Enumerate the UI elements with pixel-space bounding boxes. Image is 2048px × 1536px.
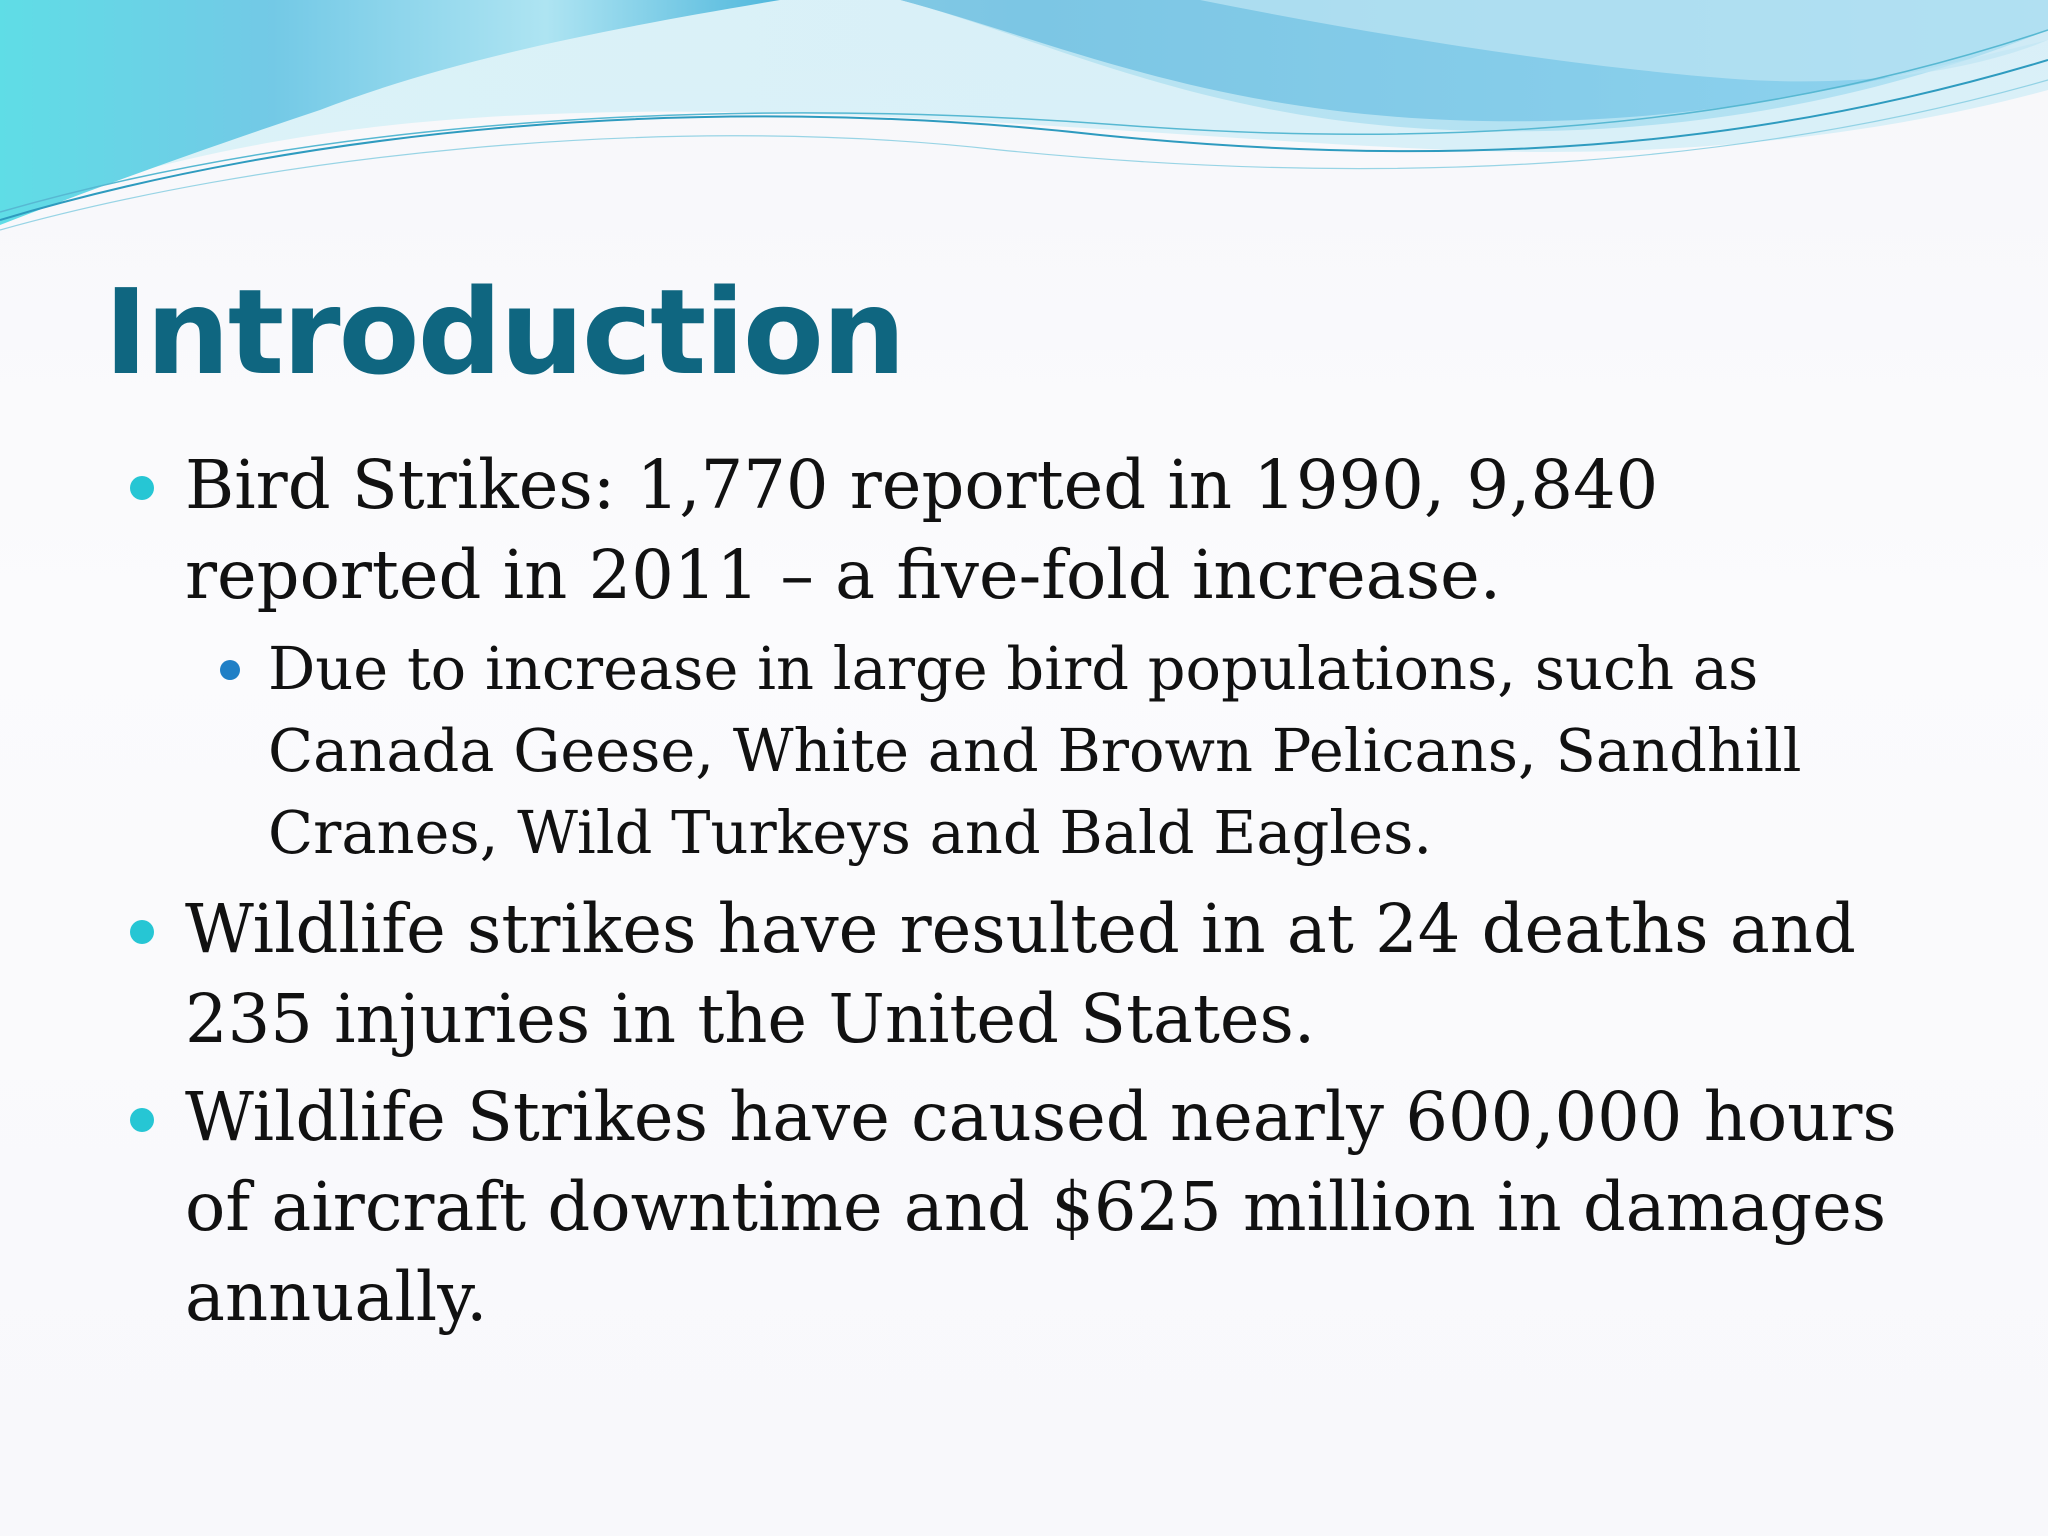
- slide-title: Introduction: [104, 263, 904, 401]
- bullet-item-downtime-damages: [185, 1072, 1925, 1342]
- sub-bullet-item-bird-populations: [268, 628, 1918, 874]
- bullet-item-deaths-injuries: [185, 884, 1925, 1064]
- sub-bullet-text: Due to increase in large bird populations, such as Canada Geese, White and Brown Pelicans, Sandhill Cranes, Wild Turkeys and Bald Eagles.: [268, 634, 1802, 867]
- sub-bullet-icon: [220, 660, 240, 680]
- bullet-icon: [130, 920, 154, 944]
- bullet-text: Bird Strikes: 1,770 reported in 1990, 9,840 reported in 2011 – a five-fold increase.: [185, 446, 1659, 614]
- bullet-item-bird-strikes: [185, 440, 1925, 620]
- bullet-text: Wildlife Strikes have caused nearly 600,000 hours of aircraft downtime and $625 million in damages annually.: [185, 1078, 1897, 1336]
- bullet-list: [0, 440, 2048, 1350]
- bullet-text: Wildlife strikes have resulted in at 24 deaths and 235 injuries in the United States.: [185, 890, 1856, 1058]
- header-wave-decoration: [0, 0, 2048, 260]
- bullet-icon: [130, 1108, 154, 1132]
- bullet-icon: [130, 476, 154, 500]
